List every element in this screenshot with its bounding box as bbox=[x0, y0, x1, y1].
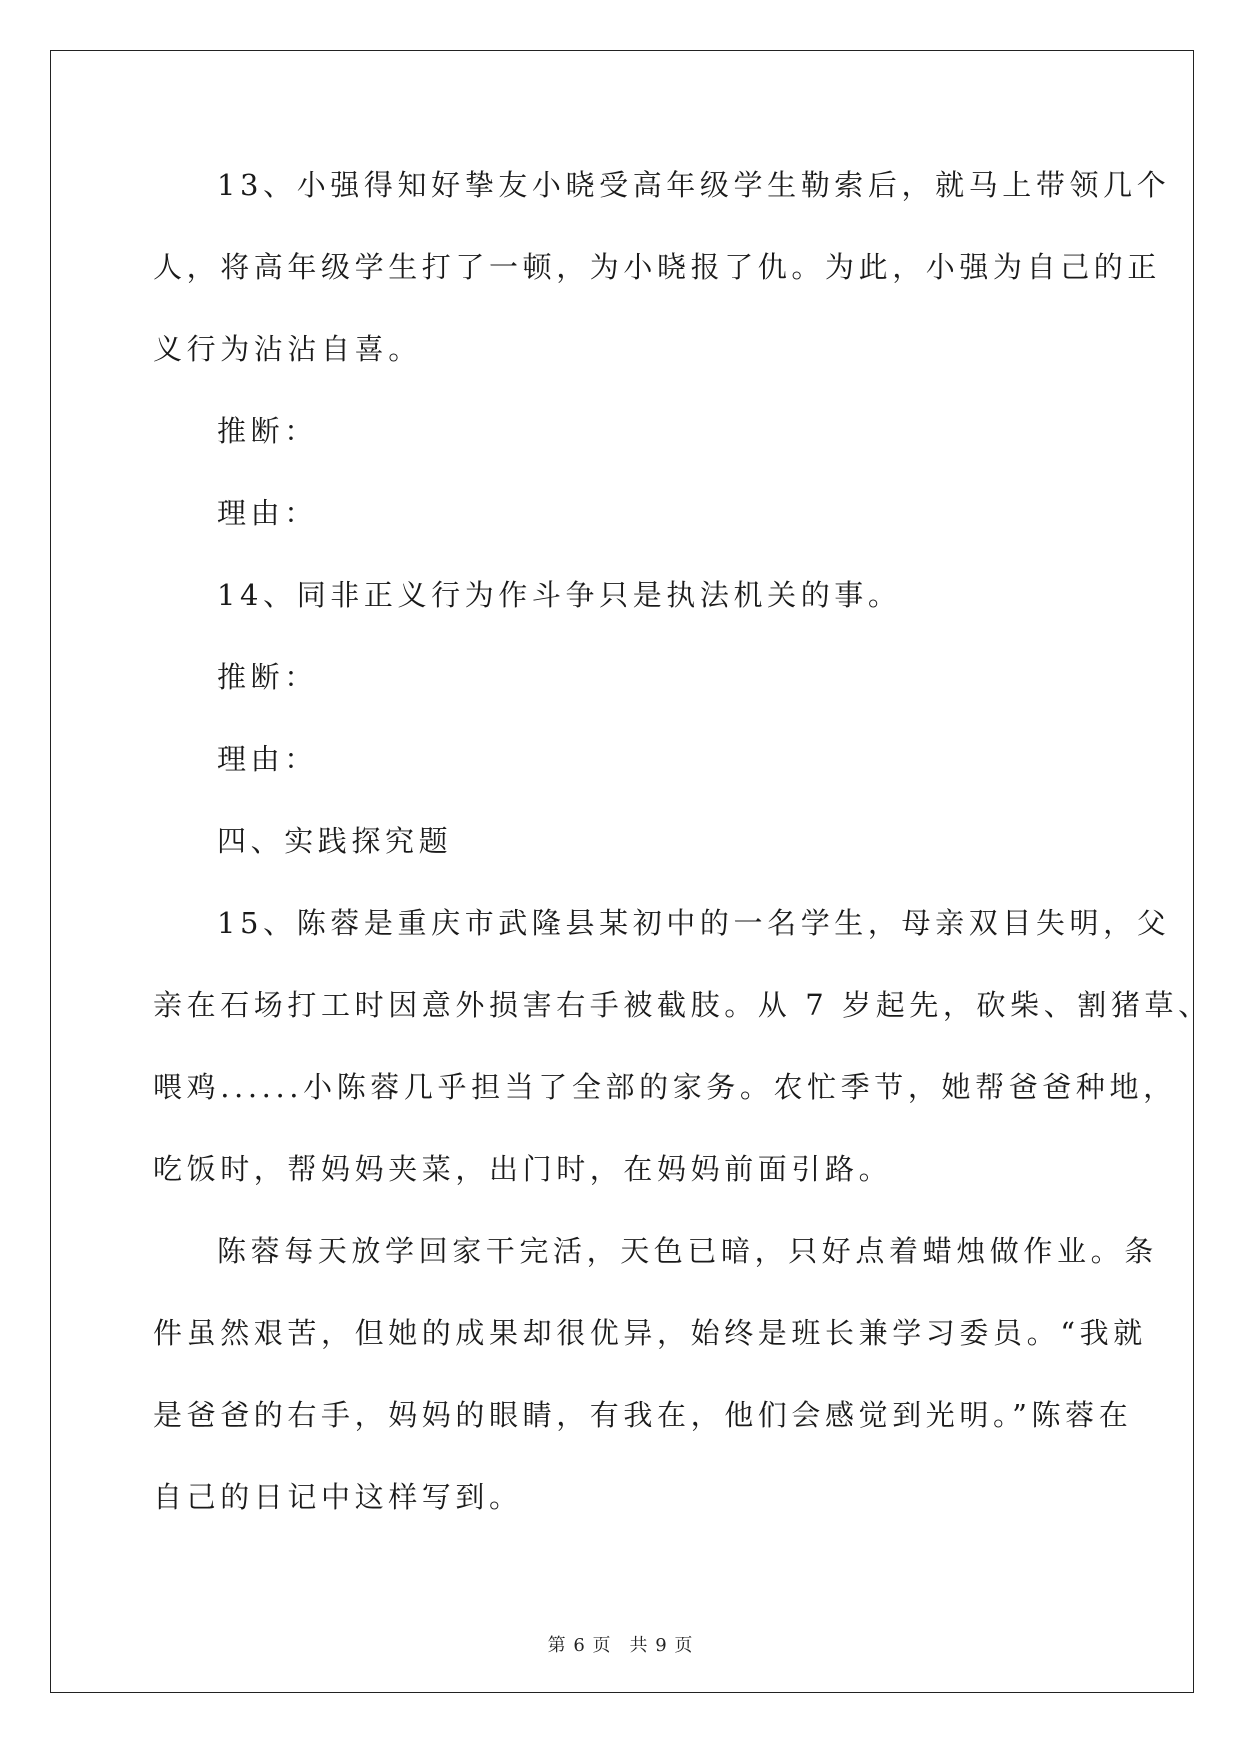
paragraph-line: 义行为沾沾自喜。 bbox=[153, 332, 422, 366]
paragraph-line: 件虽然艰苦，但她的成果却很优异，始终是班长兼学习委员。“我就 bbox=[153, 1316, 1147, 1350]
paragraph-line: 喂鸡......小陈蓉几乎担当了全部的家务。农忙季节，她帮爸爸种地， bbox=[153, 1070, 1177, 1104]
paragraph-line: 13、小强得知好挚友小晓受高年级学生勒索后，就马上带领几个 bbox=[217, 168, 1171, 202]
page-number: 第 6 页 bbox=[547, 1635, 612, 1656]
page-footer bbox=[0, 1631, 1241, 1657]
paragraph-line: 15、陈蓉是重庆市武隆县某初中的一名学生，母亲双目失明，父 bbox=[217, 906, 1171, 940]
document-body bbox=[153, 162, 1212, 1556]
reason-label: 理由： bbox=[217, 496, 318, 530]
judgment-label: 推断： bbox=[217, 660, 318, 694]
paragraph-line: 14、同非正义行为作斗争只是执法机关的事。 bbox=[217, 578, 902, 612]
paragraph-line: 亲在石场打工时因意外损害右手被截肢。从 7 岁起先，砍柴、割猪草、 bbox=[153, 988, 1212, 1022]
paragraph-line: 吃饭时，帮妈妈夹菜，出门时，在妈妈前面引路。 bbox=[153, 1152, 893, 1186]
paragraph-line: 陈蓉每天放学回家干完活，天色已暗，只好点着蜡烛做作业。条 bbox=[217, 1234, 1158, 1268]
judgment-label: 推断： bbox=[217, 414, 318, 448]
section-heading: 四、实践探究题 bbox=[217, 824, 453, 858]
paragraph-line: 自己的日记中这样写到。 bbox=[153, 1480, 523, 1514]
reason-label: 理由： bbox=[217, 742, 318, 776]
paragraph-line: 人，将高年级学生打了一顿，为小晓报了仇。为此，小强为自己的正 bbox=[153, 250, 1162, 284]
paragraph-line: 是爸爸的右手，妈妈的眼睛，有我在，他们会感觉到光明。”陈蓉在 bbox=[153, 1398, 1133, 1432]
page-total: 共 9 页 bbox=[629, 1635, 694, 1656]
